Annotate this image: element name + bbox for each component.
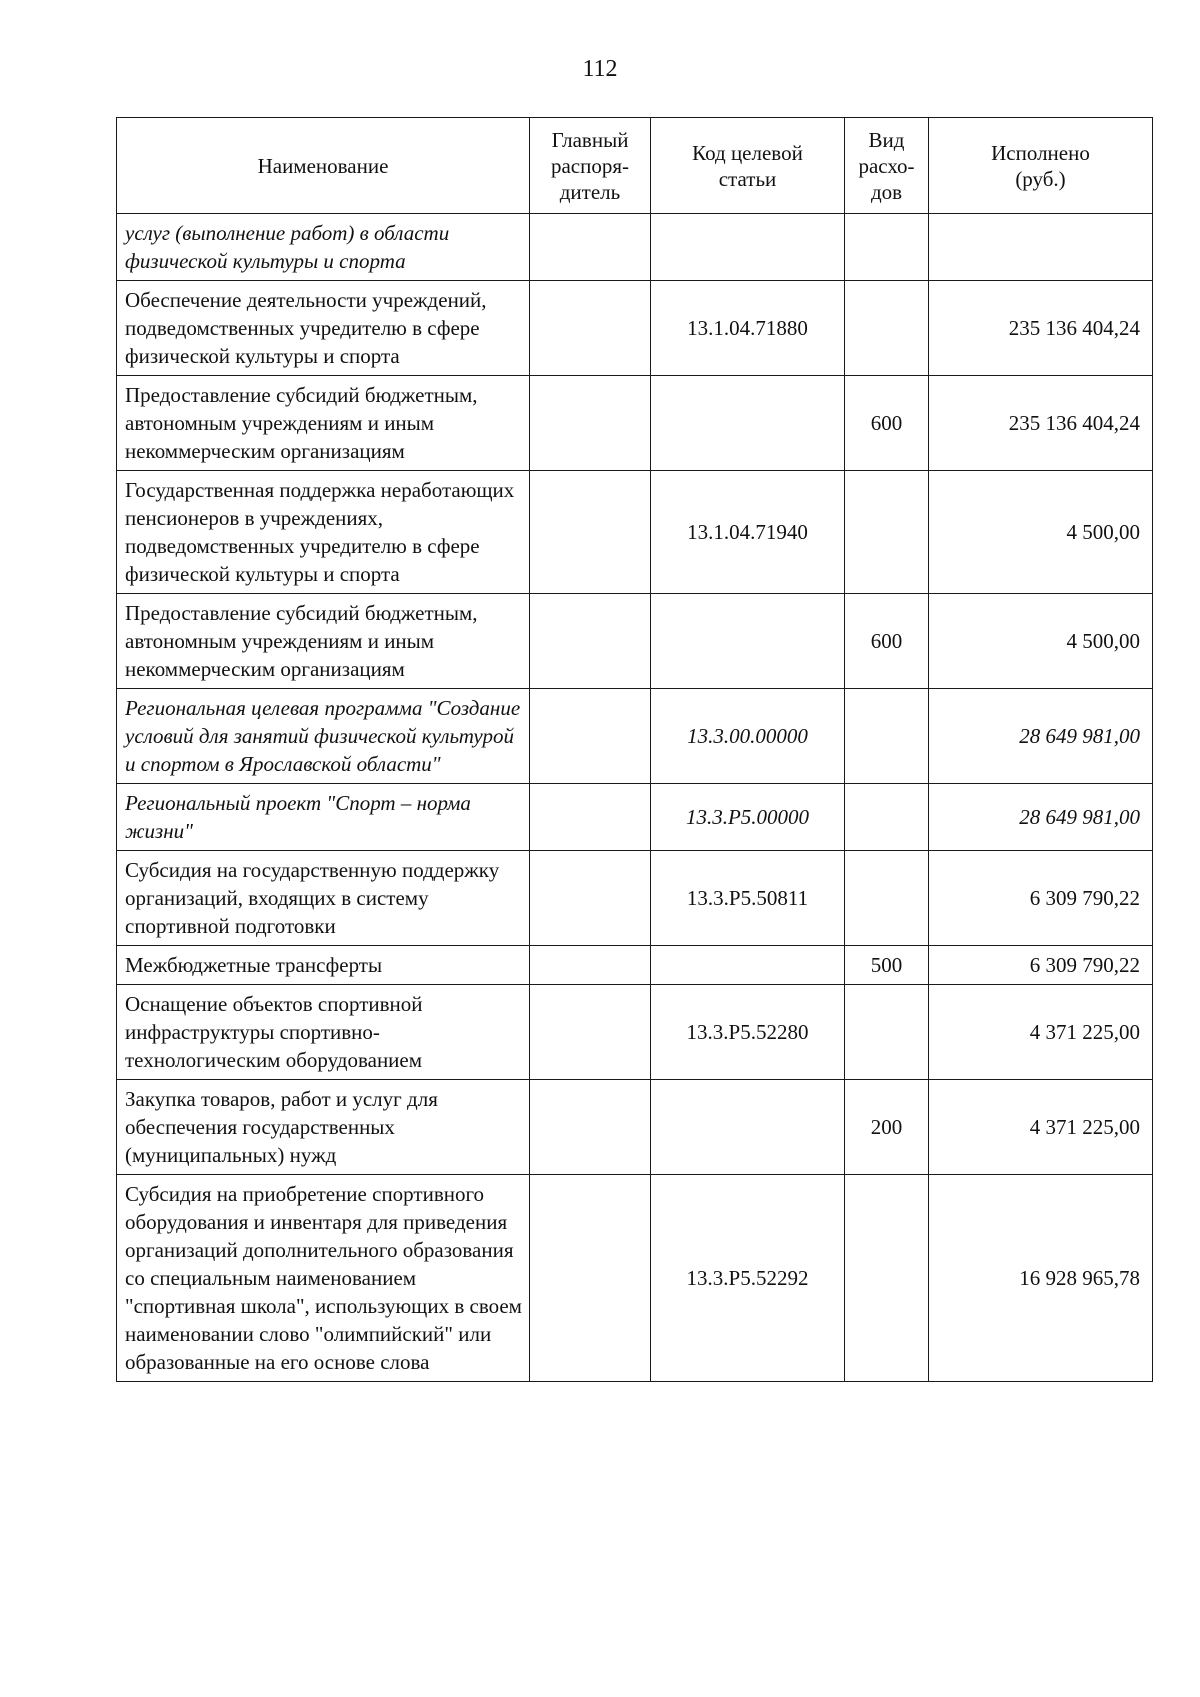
budget-execution-table (116, 117, 1153, 1382)
cell-amount: 235 136 404,24 (929, 376, 1153, 471)
cell-name: Закупка товаров, работ и услуг для обеспечения государственных (муниципальных) нужд (117, 1080, 530, 1175)
cell-kind (845, 689, 929, 784)
cell-admin (530, 471, 651, 594)
cell-name: Предоставление субсидий бюджетным, автономным учреждениям и иным некоммерческим организациям (117, 594, 530, 689)
cell-amount: 6 309 790,22 (929, 946, 1153, 985)
cell-amount: 16 928 965,78 (929, 1175, 1153, 1382)
cell-code: 13.3.P5.52292 (651, 1175, 845, 1382)
cell-admin (530, 594, 651, 689)
table-row (117, 281, 1153, 376)
table-row (117, 689, 1153, 784)
cell-name: Региональный проект "Спорт – норма жизни" (117, 784, 530, 851)
table-row (117, 214, 1153, 281)
table-row (117, 1175, 1153, 1382)
cell-code (651, 946, 845, 985)
cell-code (651, 376, 845, 471)
cell-kind: 600 (845, 594, 929, 689)
cell-amount: 235 136 404,24 (929, 281, 1153, 376)
cell-code (651, 594, 845, 689)
cell-kind: 500 (845, 946, 929, 985)
cell-code (651, 214, 845, 281)
table-row (117, 946, 1153, 985)
header-code-label: Код целевой статьи (692, 140, 803, 191)
cell-kind (845, 851, 929, 946)
header-code (651, 118, 845, 214)
table-body (117, 214, 1153, 1382)
cell-code: 13.3.P5.52280 (651, 985, 845, 1080)
header-admin (530, 118, 651, 214)
table-row (117, 594, 1153, 689)
cell-kind: 600 (845, 376, 929, 471)
cell-admin (530, 376, 651, 471)
table-row (117, 985, 1153, 1080)
page-number: 112 (582, 56, 618, 82)
cell-kind (845, 471, 929, 594)
cell-code: 13.3.P5.00000 (651, 784, 845, 851)
cell-admin (530, 1175, 651, 1382)
cell-kind (845, 985, 929, 1080)
cell-amount: 28 649 981,00 (929, 689, 1153, 784)
cell-amount: 4 500,00 (929, 594, 1153, 689)
cell-kind (845, 784, 929, 851)
cell-amount: 4 371 225,00 (929, 1080, 1153, 1175)
cell-amount: 4 500,00 (929, 471, 1153, 594)
cell-kind (845, 214, 929, 281)
table-header-row (117, 118, 1153, 214)
cell-name: услуг (выполнение работ) в области физической культуры и спорта (117, 214, 530, 281)
cell-name: Межбюджетные трансферты (117, 946, 530, 985)
cell-kind (845, 281, 929, 376)
cell-amount: 4 371 225,00 (929, 985, 1153, 1080)
cell-code: 13.3.P5.50811 (651, 851, 845, 946)
cell-kind: 200 (845, 1080, 929, 1175)
cell-amount (929, 214, 1153, 281)
cell-name: Обеспечение деятельности учреждений, подведомственных учредителю в сфере физической культуры и спорта (117, 281, 530, 376)
cell-name: Субсидия на государственную поддержку организаций, входящих в систему спортивной подготовки (117, 851, 530, 946)
header-admin-label: Главный распоря-дитель (550, 127, 630, 204)
header-name: Наименование (117, 118, 530, 214)
table-row (117, 471, 1153, 594)
cell-admin (530, 1080, 651, 1175)
cell-admin (530, 946, 651, 985)
cell-name: Государственная поддержка неработающих пенсионеров в учреждениях, подведомственных учредителю в сфере физической культуры и спорта (117, 471, 530, 594)
cell-name: Региональная целевая программа "Создание условий для занятий физической культурой и спортом в Ярославской области" (117, 689, 530, 784)
cell-amount: 6 309 790,22 (929, 851, 1153, 946)
cell-admin (530, 281, 651, 376)
header-amount-label: Исполнено (руб.) (991, 140, 1090, 191)
cell-code (651, 1080, 845, 1175)
cell-code: 13.3.00.00000 (651, 689, 845, 784)
table-row (117, 851, 1153, 946)
cell-admin (530, 214, 651, 281)
cell-kind (845, 1175, 929, 1382)
cell-admin (530, 689, 651, 784)
cell-admin (530, 985, 651, 1080)
header-kind (845, 118, 929, 214)
cell-admin (530, 851, 651, 946)
cell-amount: 28 649 981,00 (929, 784, 1153, 851)
header-amount (929, 118, 1153, 214)
table-row (117, 376, 1153, 471)
header-kind-label: Вид расхо-дов (858, 127, 915, 204)
table-row (117, 784, 1153, 851)
table-row (117, 1080, 1153, 1175)
cell-code: 13.1.04.71940 (651, 471, 845, 594)
cell-admin (530, 784, 651, 851)
cell-name: Субсидия на приобретение спортивного оборудования и инвентаря для приведения организаций дополнительного образования со специальным наименованием "спортивная школа", использующих в своем наименовании слово "олимпийский" или образованные на его основе слова (117, 1175, 530, 1382)
cell-name: Оснащение объектов спортивной инфраструктуры спортивно-технологическим оборудованием (117, 985, 530, 1080)
cell-code: 13.1.04.71880 (651, 281, 845, 376)
cell-name: Предоставление субсидий бюджетным, автономным учреждениям и иным некоммерческим организациям (117, 376, 530, 471)
